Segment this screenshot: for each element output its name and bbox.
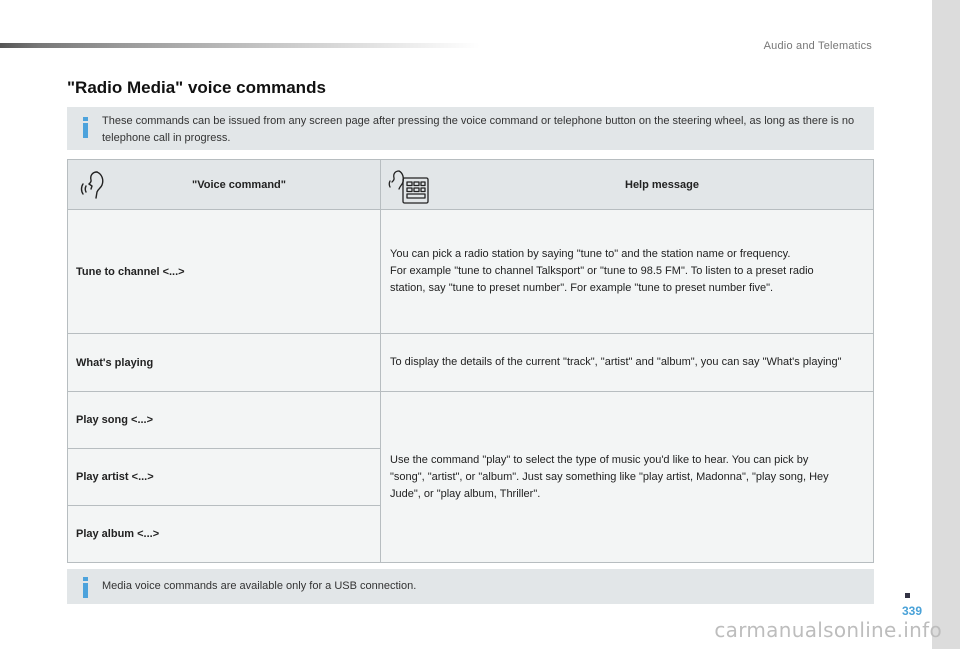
voice-commands-table xyxy=(67,159,874,563)
help-screen-icon xyxy=(387,167,431,207)
page-number: 339 xyxy=(902,604,923,618)
page-marker xyxy=(905,593,910,598)
table-header-row xyxy=(68,160,874,210)
table-row xyxy=(68,392,874,449)
header-gradient-rule xyxy=(0,43,480,48)
info-note-text: Media voice commands are available only for a USB connection. xyxy=(102,580,417,592)
info-note-bottom xyxy=(67,569,874,604)
help-cell xyxy=(381,210,874,334)
info-icon xyxy=(83,117,88,138)
info-note-top xyxy=(67,107,874,150)
info-icon xyxy=(83,577,88,598)
command-cell: Play album <...> xyxy=(68,506,381,563)
command-cell: What's playing xyxy=(68,334,381,392)
voice-command-icon xyxy=(78,167,114,203)
page-edge-strip xyxy=(932,0,960,649)
table-row xyxy=(68,210,874,334)
command-cell: Play artist <...> xyxy=(68,449,381,506)
help-cell xyxy=(381,334,874,392)
page-title: "Radio Media" voice commands xyxy=(67,78,326,97)
command-cell: Tune to channel <...> xyxy=(68,210,381,334)
section-title: Audio and Telematics xyxy=(763,40,872,52)
command-cell: Play song <...> xyxy=(68,392,381,449)
help-line: To display the details of the current "track", "artist" and "album", you can say "What's playing" xyxy=(390,356,842,368)
help-message-header-label: Help message xyxy=(625,178,699,191)
help-line: You can pick a radio station by saying "tune to" and the station name or frequency. xyxy=(390,248,791,260)
help-message-header xyxy=(381,160,874,210)
play-help-cell: Use the command "play" to select the type of music you'd like to hear. You can pick by "song", "artist", or "album". Just say something like "play artist, Madonna", "play song, Hey Jude", or "play album, Thriller". xyxy=(381,392,874,563)
voice-command-header-label: "Voice command" xyxy=(192,178,286,191)
help-line: For example "tune to channel Talksport" or "tune to 98.5 FM". To listen to a preset radio station, say "tune to preset number". For example "tune to preset number five". xyxy=(390,265,814,294)
table-row xyxy=(68,334,874,392)
voice-command-header xyxy=(68,160,381,210)
watermark: carmanualsonline.info xyxy=(714,618,942,642)
info-note-text: These commands can be issued from any screen page after pressing the voice command or telephone button on the steering wheel, as long as there is no telephone call in progress. xyxy=(102,115,855,144)
